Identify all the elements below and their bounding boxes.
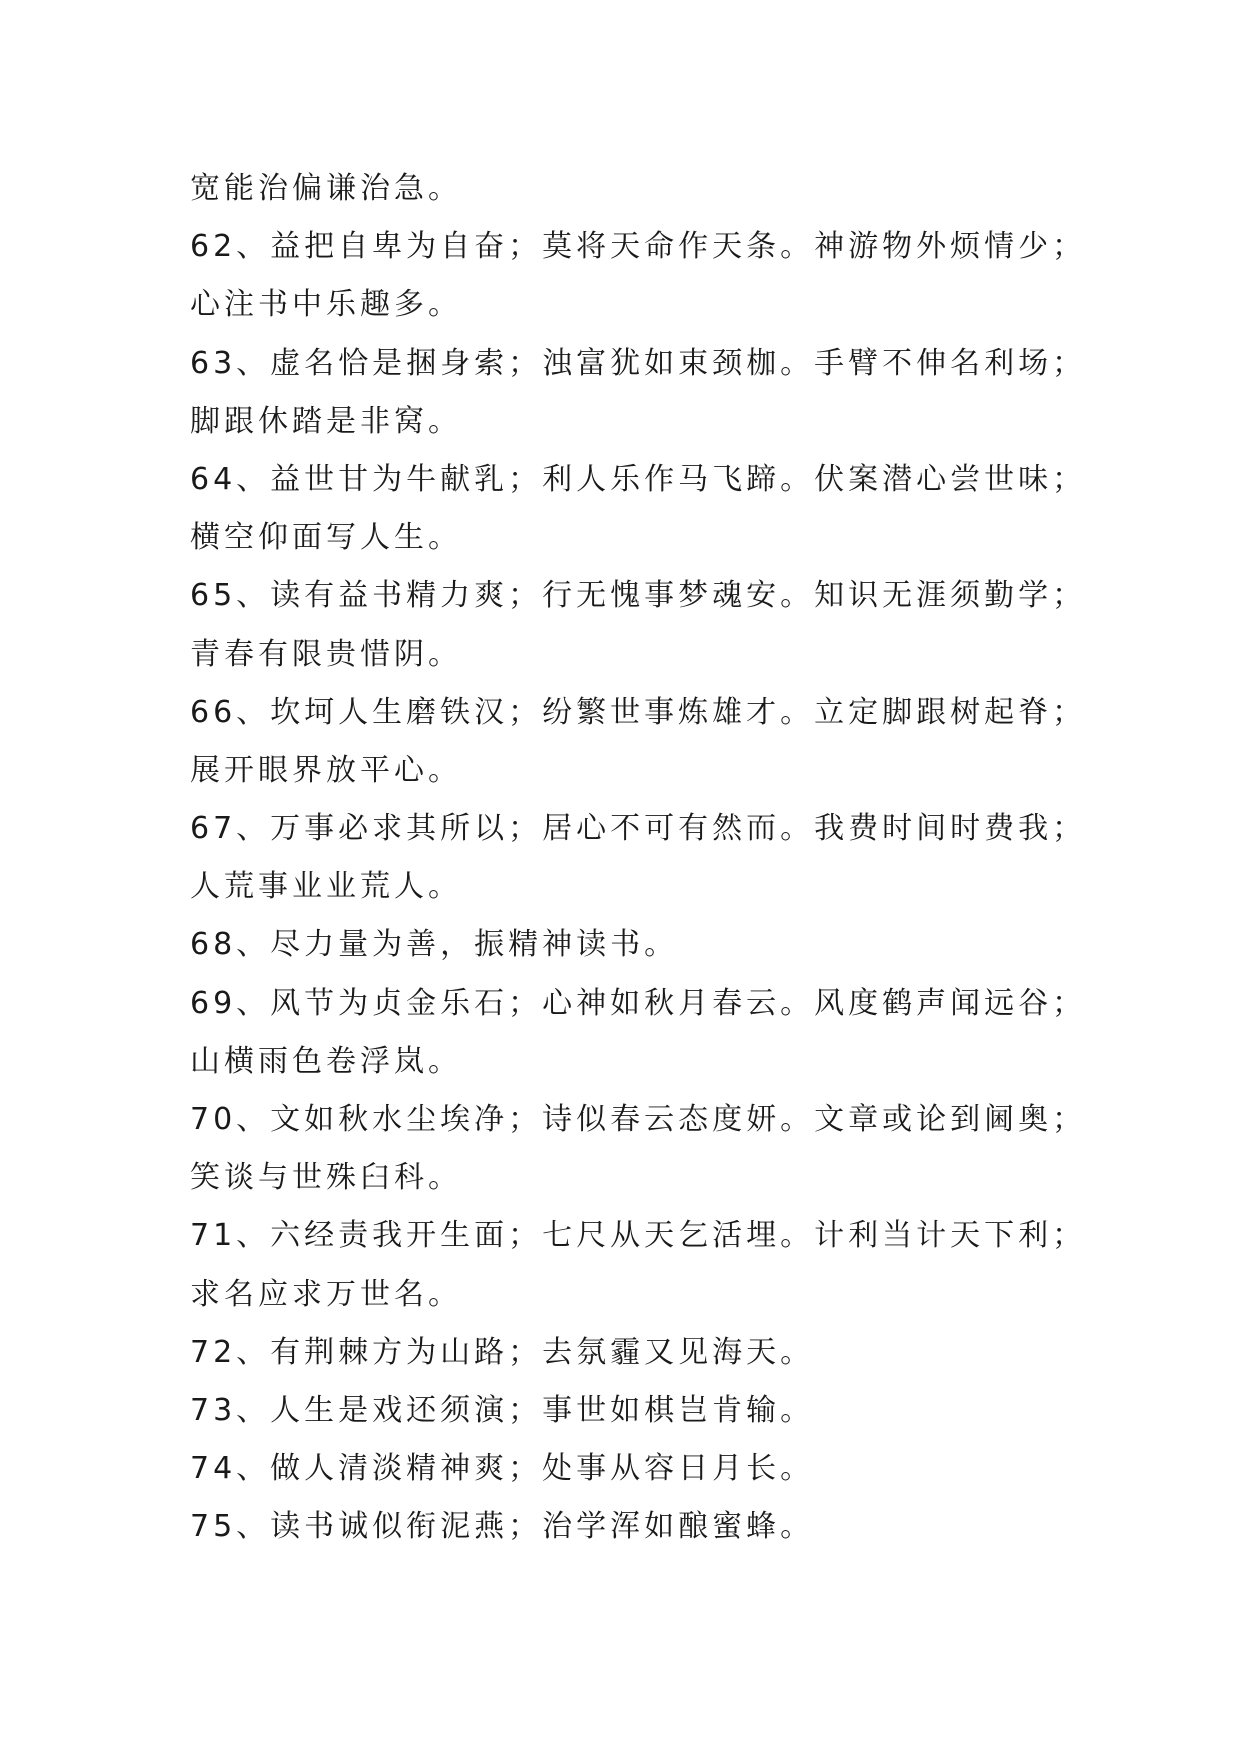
text-line: 64、益世甘为牛献乳；利人乐作马飞蹄。伏案潜心尝世味；	[190, 461, 1087, 497]
text-line: 展开眼界放平心。	[190, 752, 462, 788]
text-line: 75、读书诚似衔泥燕；治学浑如酿蜜蜂。	[190, 1509, 815, 1545]
text-line: 71、六经责我开生面；七尺从天乞活埋。计利当计天下利；	[190, 1218, 1087, 1254]
text-line: 72、有荆棘方为山路；去氛霾又见海天。	[190, 1334, 815, 1370]
text-line: 63、虚名恰是捆身索；浊富犹如束颈枷。手臂不伸名利场；	[190, 345, 1087, 381]
text-line: 69、风节为贞金乐石；心神如秋月春云。风度鹤声闻远谷；	[190, 985, 1087, 1021]
text-line: 人荒事业业荒人。	[190, 869, 462, 905]
text-line: 青春有限贵惜阴。	[190, 636, 462, 672]
text-line: 山横雨色卷浮岚。	[190, 1043, 462, 1079]
text-line: 66、坎坷人生磨铁汉；纷繁世事炼雄才。立定脚跟树起脊；	[190, 694, 1087, 730]
text-line: 65、读有益书精力爽；行无愧事梦魂安。知识无涯须勤学；	[190, 578, 1087, 614]
text-line: 70、文如秋水尘埃净；诗似春云态度妍。文章或论到阃奥；	[190, 1102, 1087, 1137]
text-line: 横空仰面写人生。	[190, 520, 462, 556]
text-line: 心注书中乐趣多。	[190, 287, 462, 323]
text-line: 62、益把自卑为自奋；莫将天命作天条。神游物外烦情少；	[190, 229, 1087, 265]
text-line: 74、做人清淡精神爽；处事从容日月长。	[190, 1451, 815, 1487]
text-line: 67、万事必求其所以；居心不可有然而。我费时间时费我；	[190, 811, 1087, 847]
text-line: 脚跟休踏是非窝。	[190, 403, 462, 439]
text-line: 68、尽力量为善，振精神读书。	[190, 927, 679, 963]
document-body	[190, 160, 1087, 1557]
text-line: 笑谈与世殊臼科。	[190, 1160, 462, 1196]
text-line: 宽能治偏谦治急。	[190, 171, 462, 206]
text-line: 求名应求万世名。	[190, 1276, 462, 1312]
text-line: 73、人生是戏还须演；事世如棋岂肯输。	[190, 1392, 815, 1428]
